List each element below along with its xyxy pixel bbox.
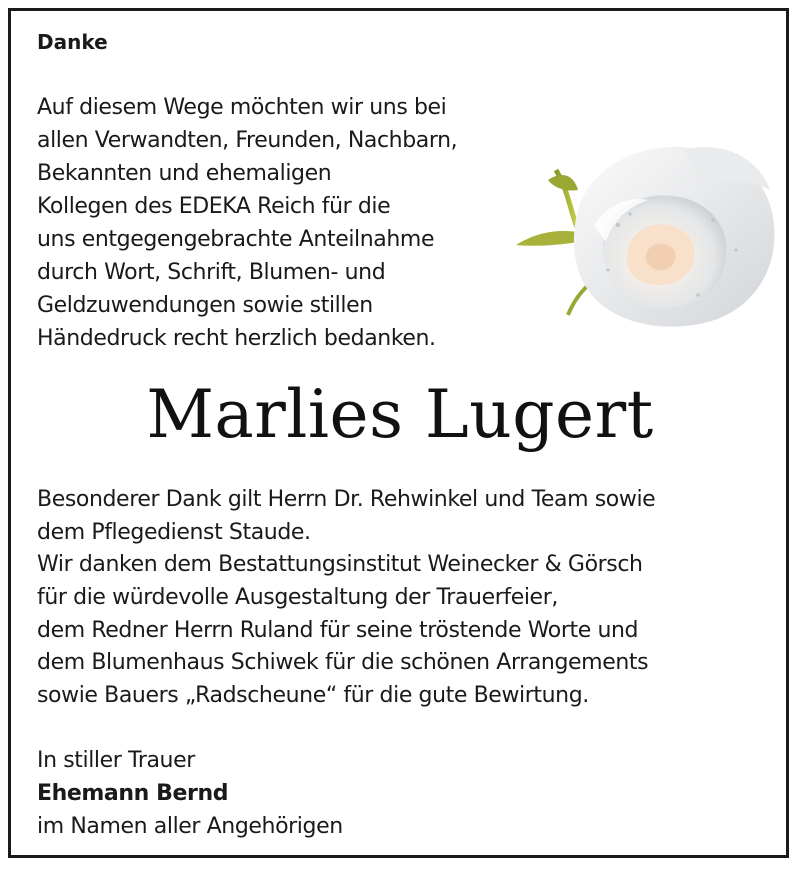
closing-line: In stiller Trauer bbox=[37, 748, 195, 773]
thanks-line: dem Pflegedienst Staude. bbox=[37, 519, 311, 545]
deceased-name: Marlies Lugert bbox=[146, 376, 654, 453]
intro-line: Händedruck recht herzlich bedanken. bbox=[37, 326, 436, 351]
thanks-paragraph bbox=[37, 484, 655, 713]
thanks-line: Besonderer Dank gilt Herrn Dr. Rehwinkel und Team sowie bbox=[37, 487, 656, 512]
notice-heading: Danke bbox=[37, 30, 108, 54]
intro-paragraph bbox=[37, 91, 457, 355]
white-rose-icon bbox=[508, 130, 788, 340]
closing-line: im Namen aller Angehörigen bbox=[37, 814, 343, 839]
thanks-line: sowie Bauers „Radscheune“ für die gute Bewirtung. bbox=[37, 683, 589, 709]
intro-line: uns entgegengebrachte Anteilnahme bbox=[37, 227, 435, 252]
intro-line: durch Wort, Schrift, Blumen- und bbox=[37, 260, 386, 285]
intro-line: Auf diesem Wege möchten wir uns bei bbox=[37, 95, 447, 120]
thanks-line: Wir danken dem Bestattungsinstitut Weinecker & Görsch bbox=[37, 552, 643, 578]
signer-name: Ehemann Bernd bbox=[37, 781, 229, 806]
intro-line: Geldzuwendungen sowie stillen bbox=[37, 293, 373, 318]
thanks-line: dem Redner Herrn Ruland für seine tröstende Worte und bbox=[37, 617, 639, 643]
intro-line: allen Verwandten, Freunden, Nachbarn, bbox=[37, 128, 458, 153]
closing-block bbox=[37, 744, 343, 843]
thanks-line: für die würdevolle Ausgestaltung der Trauerfeier, bbox=[37, 585, 558, 611]
intro-line: Kollegen des EDEKA Reich für die bbox=[37, 194, 391, 219]
thanks-line: dem Blumenhaus Schiwek für die schönen Arrangements bbox=[37, 650, 649, 676]
intro-line: Bekannten und ehemaligen bbox=[37, 161, 332, 186]
